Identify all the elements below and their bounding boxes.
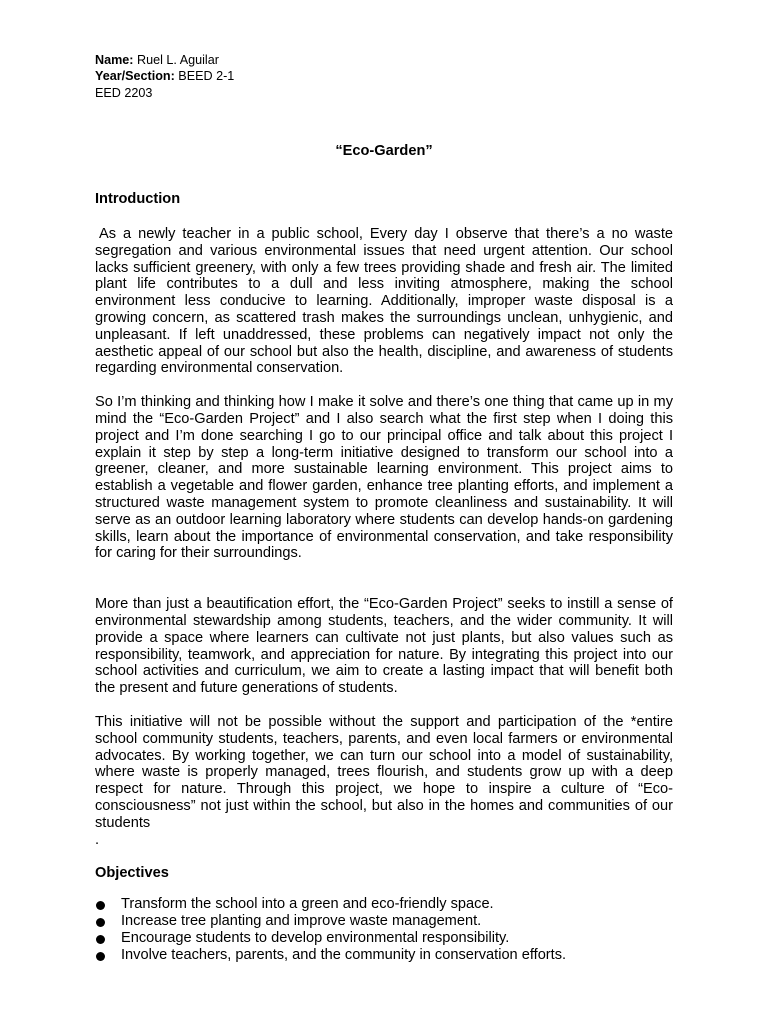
introduction-heading: Introduction <box>95 191 181 208</box>
objective-item <box>95 947 673 964</box>
bullet-icon <box>96 918 105 927</box>
objective-text: Increase tree planting and improve waste management. <box>121 913 482 930</box>
section-label: Year/Section: <box>95 69 175 84</box>
name-label: Name: <box>95 53 134 67</box>
document-title: “Eco-Garden” <box>335 143 433 160</box>
objective-item <box>95 896 673 913</box>
course-code: EED 2203 <box>95 85 153 100</box>
bullet-icon <box>96 901 105 910</box>
intro-paragraph-4: This initiative will not be possible without the support and participation of the *entire school community students, teachers, parents, and even local farmers or environmental advocates. By working together, we can turn our school into a model of sustainability, where waste is properly managed, trees flourish, and students grow up with a deep respect for nature. Through this project, we hope to inspire a culture of “Eco-consciousness” not just within the school, but also in the homes and communities of our students <box>95 713 673 831</box>
intro-paragraph-3: More than just a beautification effort, the “Eco-Garden Project” seeks to instill a sense of environmental stewardship among students, teachers, and the wider community. It will provide a space where learners can cultivate not just plants, but also values such as responsibility, teamwork, and appreciation for nature. By integrating this project into our school activities and curriculum, we aim to create a lasting impact that will benefit both the present and future generations of students. <box>95 596 673 697</box>
section-value: BEED 2-1 <box>174 69 235 84</box>
objective-text: Encourage students to develop environmental responsibility. <box>121 930 510 947</box>
objective-text: Transform the school into a green and eco-friendly space. <box>121 896 494 913</box>
objectives-list <box>95 896 673 964</box>
name-value: Ruel L. Aguilar <box>133 53 219 67</box>
bullet-icon <box>96 935 105 944</box>
intro-paragraph-1: As a newly teacher in a public school, Every day I observe that there’s a no waste segregation and various environmental issues that need urgent attention. Our school lacks sufficient greenery, with only a few trees providing shade and fresh air. The limited plant life contributes to a dull and less inviting atmosphere, making the school environment less conducive to learning. Additionally, improper waste disposal is a growing concern, as scattered trash makes the surroundings unclean, unhygienic, and unpleasant. If left unaddressed, these problems can negatively impact not only the aesthetic appeal of our school but also the health, discipline, and awareness of students regarding environmental conservation. <box>95 226 673 377</box>
intro-paragraph-2: So I’m thinking and thinking how I make it solve and there’s one thing that came up in my mind the “Eco-Garden Project” and I also search what the first step when I doing this project and I’m done searching I go to our principal office and talk about this project I explain it step by step a long-term initiative designed to transform our school into a greener, cleaner, and more sustainable learning environment. This project aims to establish a vegetable and flower garden, enhance tree planting efforts, and implement a structured waste management system to promote cleanliness and sustainability. It will serve as an outdoor learning laboratory where students can develop hands-on gardening skills, learn about the importance of environmental conservation, and take responsibility for caring for their surroundings. <box>95 394 673 562</box>
document-page <box>95 52 673 964</box>
section-line <box>95 68 673 84</box>
bullet-icon <box>96 952 105 961</box>
objective-item <box>95 930 673 947</box>
name-line <box>95 52 673 68</box>
objectives-heading: Objectives <box>95 864 169 881</box>
objective-text: Involve teachers, parents, and the community in conservation efforts. <box>121 947 567 964</box>
trailing-period: . <box>95 831 100 848</box>
objective-item <box>95 913 673 930</box>
